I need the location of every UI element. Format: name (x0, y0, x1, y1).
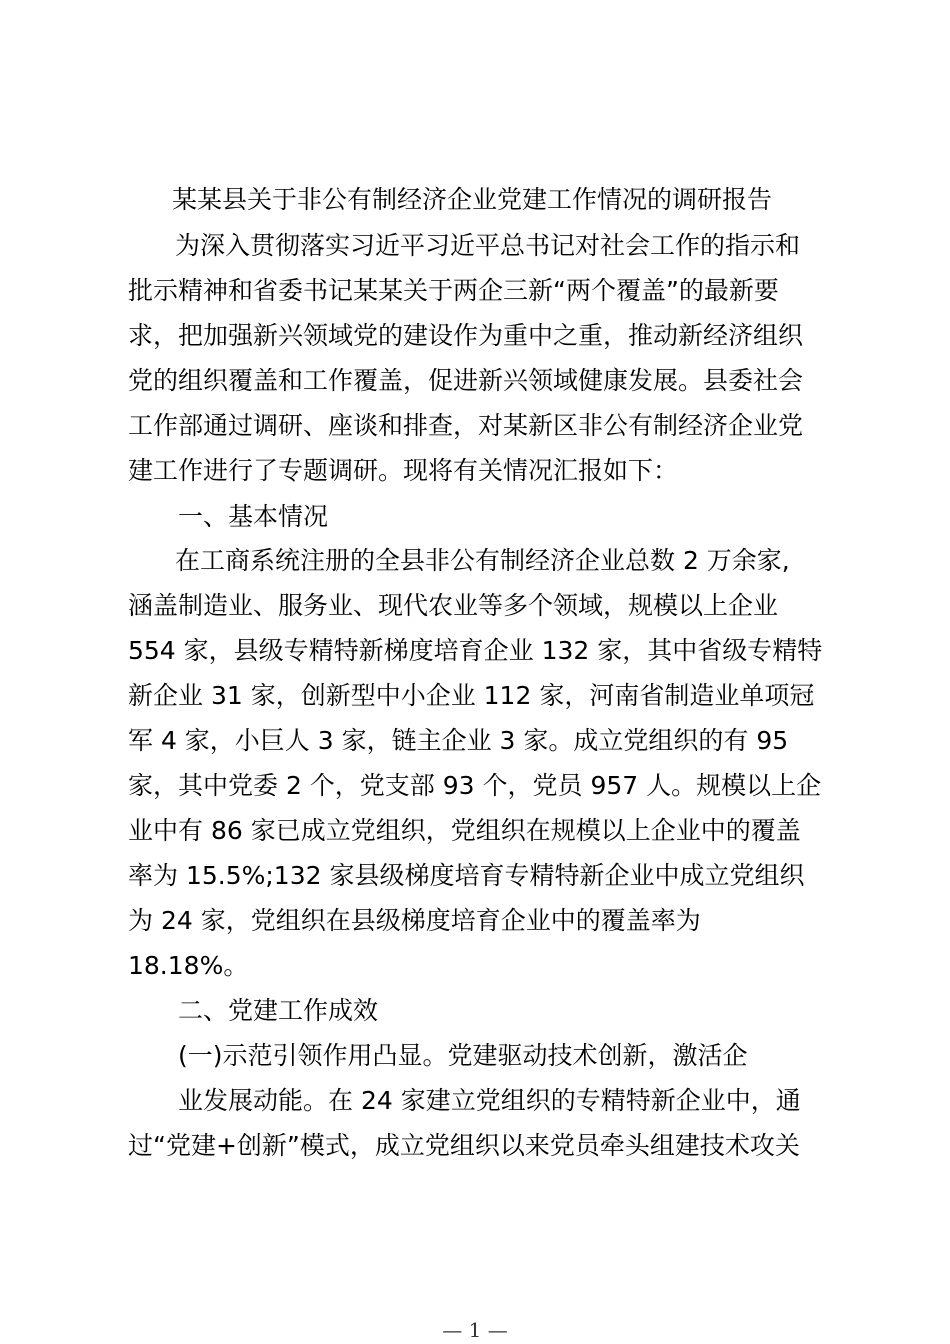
paragraph-line: 为深入贯彻落实习近平习近平总书记对社会工作的指示和 (175, 231, 801, 260)
section-heading: 一、基本情况 (178, 502, 329, 531)
section-heading: 二、党建工作成效 (178, 996, 379, 1025)
paragraph-line: 为 24 家，党组织在县级梯度培育企业中的覆盖率为 (128, 906, 701, 935)
paragraph-line: 党的组织覆盖和工作覆盖，促进新兴领域健康发展。县委社会 (128, 366, 804, 395)
paragraph-line: 家，其中党委 2 个，党支部 93 个，党员 957 人。规模以上企 (128, 771, 822, 800)
paragraph-line: 554 家，县级专精特新梯度培育企业 132 家，其中省级专精特 (128, 636, 823, 665)
paragraph-line: 18.18%。 (128, 951, 249, 980)
paragraph-line: 在工商系统注册的全县非公有制经济企业总数 2 万余家, (175, 546, 790, 575)
subsection-heading: (一)示范引领作用凸显。党建驱动技术创新，激活企 (178, 1041, 748, 1070)
paragraph-line: 求，把加强新兴领域党的建设作为重中之重，推动新经济组织 (128, 321, 804, 350)
paragraph-line: 新企业 31 家，创新型中小企业 112 家，河南省制造业单项冠 (128, 681, 815, 710)
paragraph-line: 涵盖制造业、服务业、现代农业等多个领域，规模以上企业 (128, 591, 779, 620)
paragraph-line: 军 4 家，小巨人 3 家，链主企业 3 家。成立党组织的有 95 (128, 726, 789, 755)
paragraph-line: 率为 15.5%;132 家县级梯度培育专精特新企业中成立党组织 (128, 861, 805, 890)
document-title: 某某县关于非公有制经济企业党建工作情况的调研报告 (172, 185, 773, 214)
paragraph-line: 批示精神和省委书记某某关于两企三新“两个覆盖”的最新要 (128, 276, 779, 305)
page-number: — 1 — (442, 1318, 508, 1342)
paragraph-line: 建工作进行了专题调研。现将有关情况汇报如下： (128, 456, 679, 485)
paragraph-line: 工作部通过调研、座谈和排查，对某新区非公有制经济企业党 (128, 411, 804, 440)
paragraph-line: 过“党建+创新”模式，成立党组织以来党员牵头组建技术攻关 (128, 1131, 800, 1160)
paragraph-line: 业发展动能。在 24 家建立党组织的专精特新企业中，通 (178, 1086, 801, 1115)
paragraph-line: 业中有 86 家已成立党组织，党组织在规模以上企业中的覆盖 (128, 816, 801, 845)
